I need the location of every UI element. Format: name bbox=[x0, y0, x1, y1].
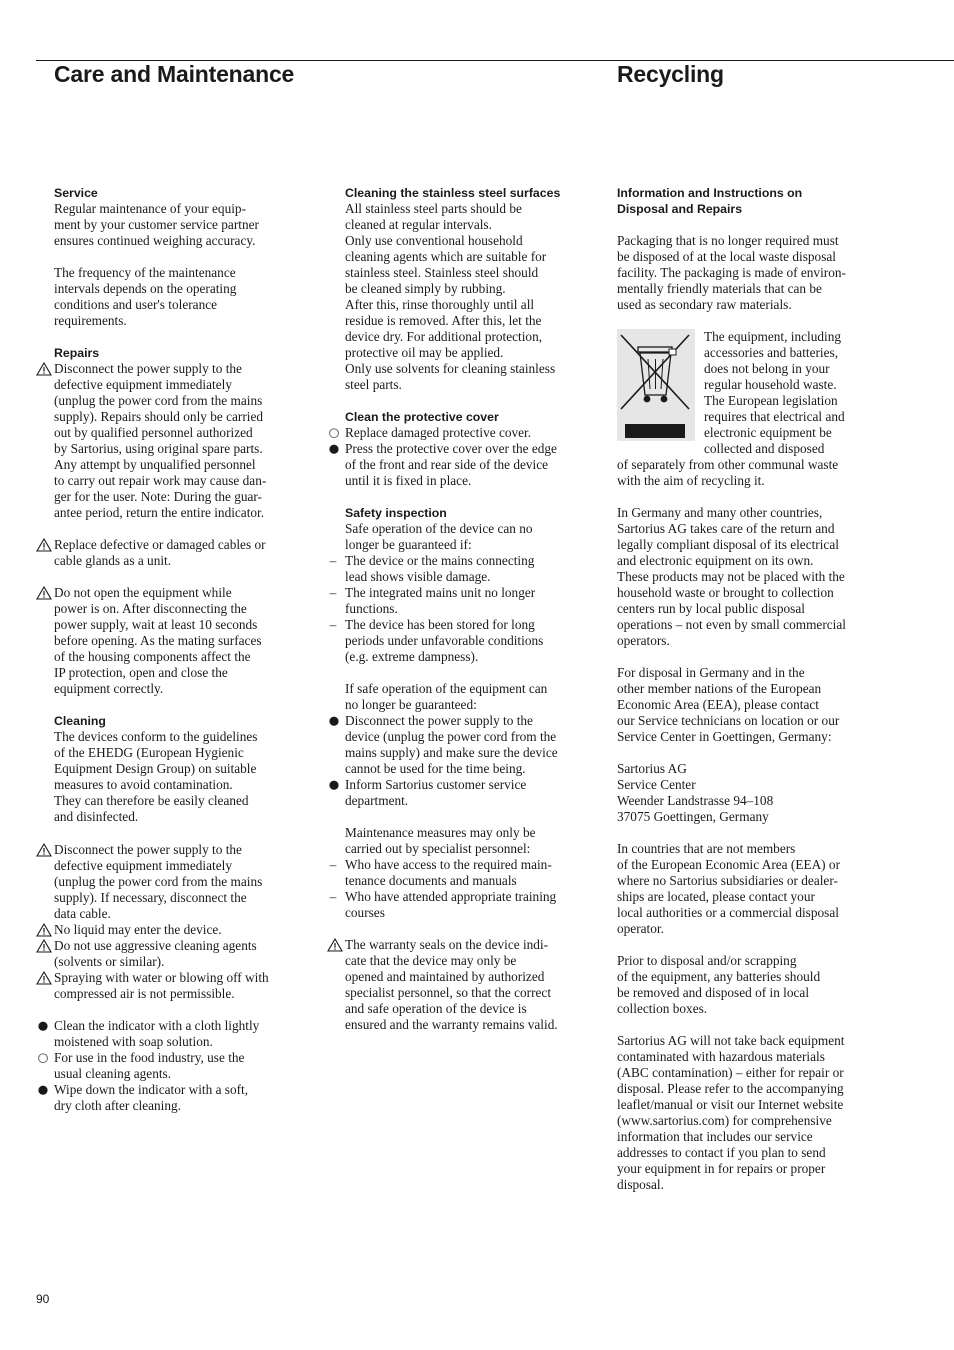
warning-item bbox=[54, 922, 299, 938]
warning-item bbox=[54, 537, 299, 569]
bullet-item bbox=[345, 713, 590, 777]
service-paragraph: The frequency of the maintenance intervals depends on the operating conditions and user's tolerance requirements. bbox=[54, 265, 237, 328]
safety-paragraph: If safe operation of the equipment can no longer be guaranteed: bbox=[345, 681, 548, 712]
section-heading-cleaning: Cleaning bbox=[54, 714, 106, 728]
return-paragraph: In Germany and many other countries, Sartorius AG takes care of the return and legally compliant disposal of its electrical and electronic equipment on its own. These products may not be placed with the household waste or brought to collection centers run by local public disposal operations – not even by small commercial operators. bbox=[617, 505, 846, 648]
dash-marker: – bbox=[329, 617, 337, 632]
dash-item bbox=[329, 585, 590, 617]
contamination-paragraph: Sartorius AG will not take back equipment contaminated with hazardous materials (ABC contamination) – either for repair or disposal. Please refer to the accompanying leaflet/manual or visit our Internet website (www.sartorius.com) for comprehensive information that includes our service addresses to contact if you plan to send your equipment in for repairs or proper disposal. bbox=[617, 1033, 845, 1192]
warning-triangle-icon bbox=[36, 938, 52, 954]
dash-item bbox=[329, 617, 590, 665]
warning-text: Do not open the equipment while power is on. After disconnecting the power supply, wait at least 10 seconds before opening. As the mating surfaces of the housing components affect the IP protection, open and close the equipment correctly. bbox=[54, 585, 262, 696]
dash-marker: – bbox=[329, 857, 337, 872]
warning-item bbox=[54, 361, 299, 521]
warning-text: Spraying with water or blowing off with compressed air is not permissible. bbox=[54, 970, 269, 1001]
bullet-text: Clean the indicator with a cloth lightly moistened with soap solution. bbox=[54, 1018, 260, 1049]
page-title-recycling: Recycling bbox=[617, 61, 724, 87]
section-heading-repairs: Repairs bbox=[54, 346, 100, 360]
battery-paragraph: Prior to disposal and/or scrapping of the equipment, any batteries should be removed and disposed of in local collection boxes. bbox=[617, 953, 821, 1016]
dash-item bbox=[329, 553, 590, 585]
bullet-text: Disconnect the power supply to the device (unplug the power cord from the mains supply) and make sure the device cannot be used for the time being. bbox=[345, 713, 558, 776]
warning-item bbox=[54, 842, 299, 922]
filled-bullet-icon bbox=[327, 441, 343, 457]
warning-item bbox=[54, 585, 299, 697]
dash-text: The device has been stored for long periods under unfavorable conditions (e.g. extreme dampness). bbox=[345, 617, 544, 664]
crossed-out-wheelie-bin-icon bbox=[617, 329, 695, 441]
warning-item bbox=[345, 937, 590, 1033]
maintenance-paragraph: Maintenance measures may only be carried out by specialist personnel: bbox=[345, 825, 536, 856]
bullet-item bbox=[345, 777, 590, 809]
warning-text: Disconnect the power supply to the defective equipment immediately (unplug the power cord from the mains supply). Repairs should only be carried out by qualified personnel authorized by Sartorius, using original spare parts. Any attempt by unqualified personnel to carry out repair work may cause dan- ger for the user. Note: During the guar- antee period, return the entire indicator. bbox=[54, 361, 267, 520]
warning-triangle-icon bbox=[36, 842, 52, 858]
dash-marker: – bbox=[329, 889, 337, 904]
warning-triangle-icon bbox=[36, 361, 52, 377]
optional-item bbox=[54, 1050, 299, 1082]
filled-bullet-icon bbox=[36, 1018, 52, 1034]
non-eea-paragraph: In countries that are not members of the European Economic Area (EEA) or where no Sartorius subsidiaries or dealer- ships are located, please contact your local authorities or a commercial disposal operator. bbox=[617, 841, 841, 936]
warning-triangle-icon bbox=[327, 937, 343, 953]
section-heading-safety-inspection: Safety inspection bbox=[345, 506, 447, 520]
cleaning-paragraph: The devices conform to the guidelines of the EHEDG (European Hygienic Equipment Design Group) on suitable measures to avoid contamination. They can therefore be easily cleaned and disinfected. bbox=[54, 729, 258, 824]
column-recycling bbox=[617, 185, 877, 1193]
dash-marker: – bbox=[329, 553, 337, 568]
packaging-paragraph: Packaging that is no longer required must be disposed of at the local waste disposal facility. The packaging is made of environ- mentally friendly materials that can be used as secondary raw materials. bbox=[617, 233, 846, 312]
optional-item bbox=[345, 425, 590, 441]
section-heading-protective-cover: Clean the protective cover bbox=[345, 410, 499, 424]
weee-block bbox=[617, 329, 877, 457]
column-care bbox=[54, 185, 299, 1114]
bullet-item bbox=[345, 441, 590, 489]
warning-triangle-icon bbox=[36, 970, 52, 986]
warning-text: Do not use aggressive cleaning agents (solvents or similar). bbox=[54, 938, 257, 969]
warning-triangle-icon bbox=[36, 922, 52, 938]
stainless-steel-paragraph: All stainless steel parts should be cleaned at regular intervals. Only use conventional household cleaning agents which are suitable for stainless steel. Stainless steel should be cleaned simply by rubbing. After this, rinse thoroughly until all residue is removed. After this, let the device dry. For additional protection, protective oil may be applied. Only use solvents for cleaning stainless steel parts. bbox=[345, 201, 556, 392]
column-cleaning bbox=[329, 185, 590, 1033]
dash-text: Who have access to the required main- tenance documents and manuals bbox=[345, 857, 552, 888]
service-center-address: Sartorius AG Service Center Weender Landstrasse 94–108 37075 Goettingen, Germany bbox=[617, 761, 774, 824]
dash-item bbox=[329, 889, 590, 921]
dash-text: Who have attended appropriate training courses bbox=[345, 889, 557, 920]
warning-item bbox=[54, 938, 299, 970]
page-number: 90 bbox=[36, 1292, 50, 1306]
section-heading-disposal: Information and Instructions on Disposal and Repairs bbox=[617, 186, 803, 216]
dash-text: The integrated mains unit no longer functions. bbox=[345, 585, 536, 616]
section-heading-service: Service bbox=[54, 186, 98, 200]
warning-text: Disconnect the power supply to the defective equipment immediately (unplug the power cord from the mains supply). If necessary, disconnect the data cable. bbox=[54, 842, 263, 921]
filled-bullet-icon bbox=[327, 713, 343, 729]
service-paragraph: Regular maintenance of your equip- ment by your customer service partner ensures continued weighing accuracy. bbox=[54, 201, 259, 248]
contact-paragraph: For disposal in Germany and in the other member nations of the European Economic Area (EEA), please contact our Service technicians on location or our Service Center in Goettingen, Germany: bbox=[617, 665, 840, 744]
bullet-text: Wipe down the indicator with a soft, dry cloth after cleaning. bbox=[54, 1082, 249, 1113]
safety-paragraph: Safe operation of the device can no longer be guaranteed if: bbox=[345, 521, 533, 552]
dash-item bbox=[329, 857, 590, 889]
warning-text: The warranty seals on the device indi- cate that the device may only be opened and maintained by authorized specialist personnel, so that the correct and safe operation of the device is ensured and the warranty remains valid. bbox=[345, 937, 558, 1032]
bullet-text: Press the protective cover over the edge of the front and rear side of the device until it is fixed in place. bbox=[345, 441, 557, 488]
weee-paragraph: The equipment, including accessories and batteries, does not belong in your regular household waste. The European legislation requires that electrical and electronic equipment be collected and disposed bbox=[704, 329, 845, 456]
warning-text: No liquid may enter the device. bbox=[54, 922, 222, 937]
warning-triangle-icon bbox=[36, 585, 52, 601]
dash-text: The device or the mains connecting lead shows visible damage. bbox=[345, 553, 535, 584]
filled-bullet-icon bbox=[327, 777, 343, 793]
warning-item bbox=[54, 970, 299, 1002]
dash-marker: – bbox=[329, 585, 337, 600]
bullet-text: Inform Sartorius customer service department. bbox=[345, 777, 527, 808]
open-bullet-icon bbox=[36, 1050, 52, 1066]
filled-bullet-icon bbox=[36, 1082, 52, 1098]
section-heading-stainless-steel: Cleaning the stainless steel surfaces bbox=[345, 186, 561, 200]
weee-paragraph-continued: of separately from other communal waste with the aim of recycling it. bbox=[617, 457, 839, 488]
optional-text: For use in the food industry, use the usual cleaning agents. bbox=[54, 1050, 245, 1081]
open-bullet-icon bbox=[327, 425, 343, 441]
warning-triangle-icon bbox=[36, 537, 52, 553]
optional-text: Replace damaged protective cover. bbox=[345, 425, 532, 440]
bullet-item bbox=[54, 1018, 299, 1050]
page-title-care-maintenance: Care and Maintenance bbox=[54, 61, 295, 87]
bullet-item bbox=[54, 1082, 299, 1114]
warning-text: Replace defective or damaged cables or cable glands as a unit. bbox=[54, 537, 266, 568]
